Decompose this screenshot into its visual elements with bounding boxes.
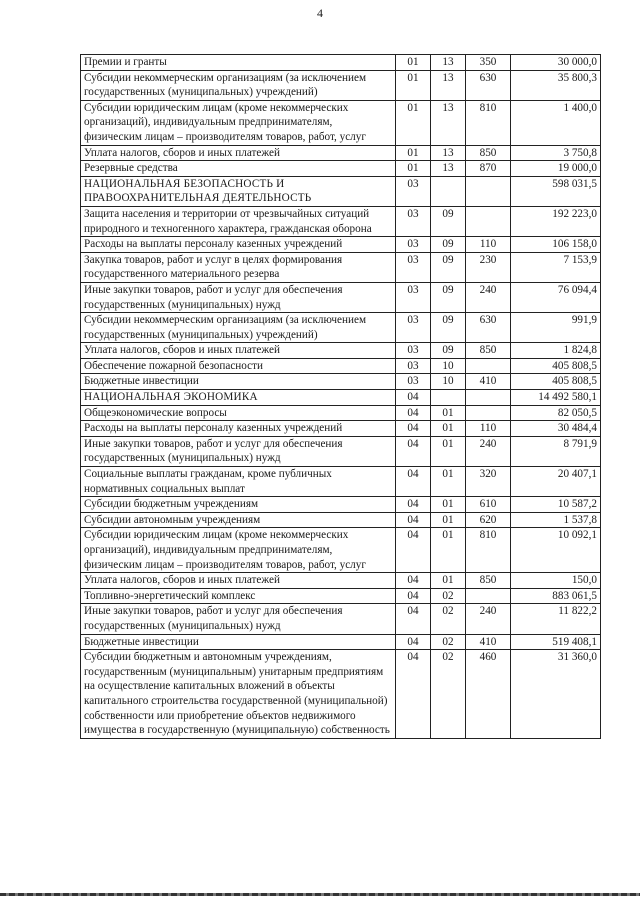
expense-name-cell: Иные закупки товаров, работ и услуг для обеспечения государственных (муниципальных) нужд (81, 436, 396, 466)
expense-name-cell: Премии и гранты (81, 55, 396, 71)
table-row (81, 634, 601, 650)
expense-name-cell: Социальные выплаты гражданам, кроме публичных нормативных социальных выплат (81, 467, 396, 497)
expense-type-code-cell: 230 (466, 252, 511, 282)
expense-type-code-cell (466, 358, 511, 374)
subsection-code-cell: 01 (431, 405, 466, 421)
subsection-code-cell: 01 (431, 421, 466, 437)
expense-name-cell: Субсидии бюджетным и автономным учреждениям, государственным (муниципальным) унитарным предприятиям на осуществление капитальных вложений в объекты капитального строительства государственной (муниципальной) собственности или приобретение объектов недвижимого имущества в государственную (муниципальную) собственность (81, 650, 396, 739)
amount-cell: 1 400,0 (511, 100, 601, 145)
section-code-cell: 03 (396, 343, 431, 359)
table-row (81, 206, 601, 236)
expense-type-code-cell: 110 (466, 421, 511, 437)
expense-name-cell: Резервные средства (81, 161, 396, 177)
amount-cell: 30 484,4 (511, 421, 601, 437)
section-code-cell: 03 (396, 237, 431, 253)
subsection-code-cell: 09 (431, 237, 466, 253)
expense-type-code-cell: 850 (466, 573, 511, 589)
section-row (81, 390, 601, 406)
amount-cell: 1 537,8 (511, 512, 601, 528)
subsection-code-cell: 10 (431, 374, 466, 390)
section-code-cell: 04 (396, 436, 431, 466)
amount-cell: 883 061,5 (511, 588, 601, 604)
table-row (81, 100, 601, 145)
amount-cell: 192 223,0 (511, 206, 601, 236)
subsection-code-cell: 02 (431, 634, 466, 650)
expense-name-cell: Обеспечение пожарной безопасности (81, 358, 396, 374)
table-row (81, 252, 601, 282)
table-row (81, 436, 601, 466)
subsection-code-cell: 01 (431, 436, 466, 466)
expense-type-code-cell: 620 (466, 512, 511, 528)
subsection-code-cell (431, 176, 466, 206)
expense-type-code-cell: 240 (466, 436, 511, 466)
section-code-cell: 01 (396, 145, 431, 161)
section-code-cell: 04 (396, 588, 431, 604)
expense-name-cell: Уплата налогов, сборов и иных платежей (81, 343, 396, 359)
subsection-code-cell: 13 (431, 100, 466, 145)
subsection-code-cell: 02 (431, 588, 466, 604)
expense-name-cell: Субсидии бюджетным учреждениям (81, 497, 396, 513)
amount-cell: 14 492 580,1 (511, 390, 601, 406)
section-code-cell: 03 (396, 374, 431, 390)
subsection-code-cell: 09 (431, 313, 466, 343)
section-code-cell: 03 (396, 282, 431, 312)
section-code-cell: 03 (396, 252, 431, 282)
subsection-code-cell: 01 (431, 467, 466, 497)
expense-type-code-cell: 110 (466, 237, 511, 253)
amount-cell: 11 822,2 (511, 604, 601, 634)
subsection-code-cell (431, 390, 466, 406)
table-row (81, 374, 601, 390)
scan-edge-line (0, 893, 640, 896)
expense-name-cell: Субсидии юридическим лицам (кроме некоммерческих организаций), индивидуальным предпринимателям, физическим лицам – производителям товаров, работ, услуг (81, 528, 396, 573)
section-code-cell: 04 (396, 497, 431, 513)
amount-cell: 405 808,5 (511, 358, 601, 374)
amount-cell: 150,0 (511, 573, 601, 589)
subsection-code-cell: 09 (431, 343, 466, 359)
expense-name-cell: НАЦИОНАЛЬНАЯ ЭКОНОМИКА (81, 390, 396, 406)
section-code-cell: 04 (396, 405, 431, 421)
amount-cell: 35 800,3 (511, 70, 601, 100)
subsection-code-cell: 09 (431, 206, 466, 236)
table-row (81, 55, 601, 71)
subsection-code-cell: 02 (431, 604, 466, 634)
amount-cell: 7 153,9 (511, 252, 601, 282)
table-row (81, 237, 601, 253)
subsection-code-cell: 09 (431, 282, 466, 312)
table-row (81, 528, 601, 573)
expense-type-code-cell: 410 (466, 634, 511, 650)
section-code-cell: 04 (396, 467, 431, 497)
table-row (81, 161, 601, 177)
subsection-code-cell: 01 (431, 528, 466, 573)
amount-cell: 3 750,8 (511, 145, 601, 161)
amount-cell: 82 050,5 (511, 405, 601, 421)
expense-name-cell: Иные закупки товаров, работ и услуг для обеспечения государственных (муниципальных) нужд (81, 604, 396, 634)
section-code-cell: 04 (396, 604, 431, 634)
subsection-code-cell: 13 (431, 70, 466, 100)
table-row (81, 343, 601, 359)
expense-type-code-cell: 810 (466, 528, 511, 573)
expense-type-code-cell (466, 206, 511, 236)
expense-name-cell: Субсидии некоммерческим организациям (за исключением государственных (муниципальных) учреждений) (81, 313, 396, 343)
expense-type-code-cell: 240 (466, 282, 511, 312)
subsection-code-cell: 01 (431, 497, 466, 513)
amount-cell: 76 094,4 (511, 282, 601, 312)
expense-name-cell: Общеэкономические вопросы (81, 405, 396, 421)
amount-cell: 405 808,5 (511, 374, 601, 390)
expense-type-code-cell: 870 (466, 161, 511, 177)
amount-cell: 106 158,0 (511, 237, 601, 253)
section-code-cell: 03 (396, 176, 431, 206)
subsection-code-cell: 13 (431, 55, 466, 71)
expense-type-code-cell (466, 588, 511, 604)
table-row (81, 70, 601, 100)
table-row (81, 512, 601, 528)
table-row (81, 421, 601, 437)
table-row (81, 604, 601, 634)
section-code-cell: 04 (396, 421, 431, 437)
expense-type-code-cell: 460 (466, 650, 511, 739)
amount-cell: 20 407,1 (511, 467, 601, 497)
amount-cell: 8 791,9 (511, 436, 601, 466)
section-row (81, 176, 601, 206)
expense-type-code-cell: 850 (466, 145, 511, 161)
subsection-code-cell: 13 (431, 145, 466, 161)
page-number: 4 (317, 6, 323, 20)
expense-name-cell: Иные закупки товаров, работ и услуг для обеспечения государственных (муниципальных) нужд (81, 282, 396, 312)
budget-table-body (81, 55, 601, 739)
expense-type-code-cell: 630 (466, 70, 511, 100)
expense-name-cell: Расходы на выплаты персоналу казенных учреждений (81, 421, 396, 437)
expense-type-code-cell: 810 (466, 100, 511, 145)
table-row (81, 405, 601, 421)
expense-type-code-cell (466, 390, 511, 406)
expense-name-cell: Защита населения и территории от чрезвычайных ситуаций природного и техногенного характера, гражданская оборона (81, 206, 396, 236)
amount-cell: 19 000,0 (511, 161, 601, 177)
section-code-cell: 01 (396, 161, 431, 177)
table-row (81, 358, 601, 374)
subsection-code-cell: 10 (431, 358, 466, 374)
expense-type-code-cell (466, 405, 511, 421)
subsection-code-cell: 13 (431, 161, 466, 177)
expense-name-cell: Бюджетные инвестиции (81, 634, 396, 650)
section-code-cell: 04 (396, 512, 431, 528)
expense-name-cell: Расходы на выплаты персоналу казенных учреждений (81, 237, 396, 253)
expense-type-code-cell: 240 (466, 604, 511, 634)
expense-name-cell: Бюджетные инвестиции (81, 374, 396, 390)
expense-name-cell: Уплата налогов, сборов и иных платежей (81, 573, 396, 589)
expense-name-cell: Уплата налогов, сборов и иных платежей (81, 145, 396, 161)
table-row (81, 145, 601, 161)
section-code-cell: 01 (396, 100, 431, 145)
table-row (81, 497, 601, 513)
expense-name-cell: НАЦИОНАЛЬНАЯ БЕЗОПАСНОСТЬ И ПРАВООХРАНИТЕЛЬНАЯ ДЕЯТЕЛЬНОСТЬ (81, 176, 396, 206)
amount-cell: 1 824,8 (511, 343, 601, 359)
subsection-code-cell: 01 (431, 573, 466, 589)
amount-cell: 10 587,2 (511, 497, 601, 513)
section-code-cell: 04 (396, 390, 431, 406)
section-code-cell: 01 (396, 55, 431, 71)
table-row (81, 650, 601, 739)
amount-cell: 31 360,0 (511, 650, 601, 739)
section-code-cell: 01 (396, 70, 431, 100)
amount-cell: 519 408,1 (511, 634, 601, 650)
section-code-cell: 04 (396, 634, 431, 650)
expense-name-cell: Топливно-энергетический комплекс (81, 588, 396, 604)
expense-type-code-cell: 320 (466, 467, 511, 497)
expense-type-code-cell: 610 (466, 497, 511, 513)
table-row (81, 282, 601, 312)
table-row (81, 467, 601, 497)
expense-type-code-cell: 350 (466, 55, 511, 71)
expense-type-code-cell (466, 176, 511, 206)
amount-cell: 991,9 (511, 313, 601, 343)
expense-type-code-cell: 850 (466, 343, 511, 359)
amount-cell: 10 092,1 (511, 528, 601, 573)
expense-name-cell: Субсидии юридическим лицам (кроме некоммерческих организаций), индивидуальным предпринимателям, физическим лицам – производителям товаров, работ, услуг (81, 100, 396, 145)
expense-name-cell: Закупка товаров, работ и услуг в целях формирования государственного материального резерва (81, 252, 396, 282)
section-code-cell: 04 (396, 528, 431, 573)
section-code-cell: 04 (396, 650, 431, 739)
subsection-code-cell: 09 (431, 252, 466, 282)
table-row (81, 573, 601, 589)
section-code-cell: 03 (396, 313, 431, 343)
table-row (81, 313, 601, 343)
section-code-cell: 03 (396, 358, 431, 374)
subsection-code-cell: 02 (431, 650, 466, 739)
section-code-cell: 04 (396, 573, 431, 589)
expense-type-code-cell: 630 (466, 313, 511, 343)
budget-table (80, 54, 601, 739)
expense-type-code-cell: 410 (466, 374, 511, 390)
expense-name-cell: Субсидии автономным учреждениям (81, 512, 396, 528)
amount-cell: 30 000,0 (511, 55, 601, 71)
section-code-cell: 03 (396, 206, 431, 236)
expense-name-cell: Субсидии некоммерческим организациям (за исключением государственных (муниципальных) учреждений) (81, 70, 396, 100)
table-row (81, 588, 601, 604)
amount-cell: 598 031,5 (511, 176, 601, 206)
subsection-code-cell: 01 (431, 512, 466, 528)
